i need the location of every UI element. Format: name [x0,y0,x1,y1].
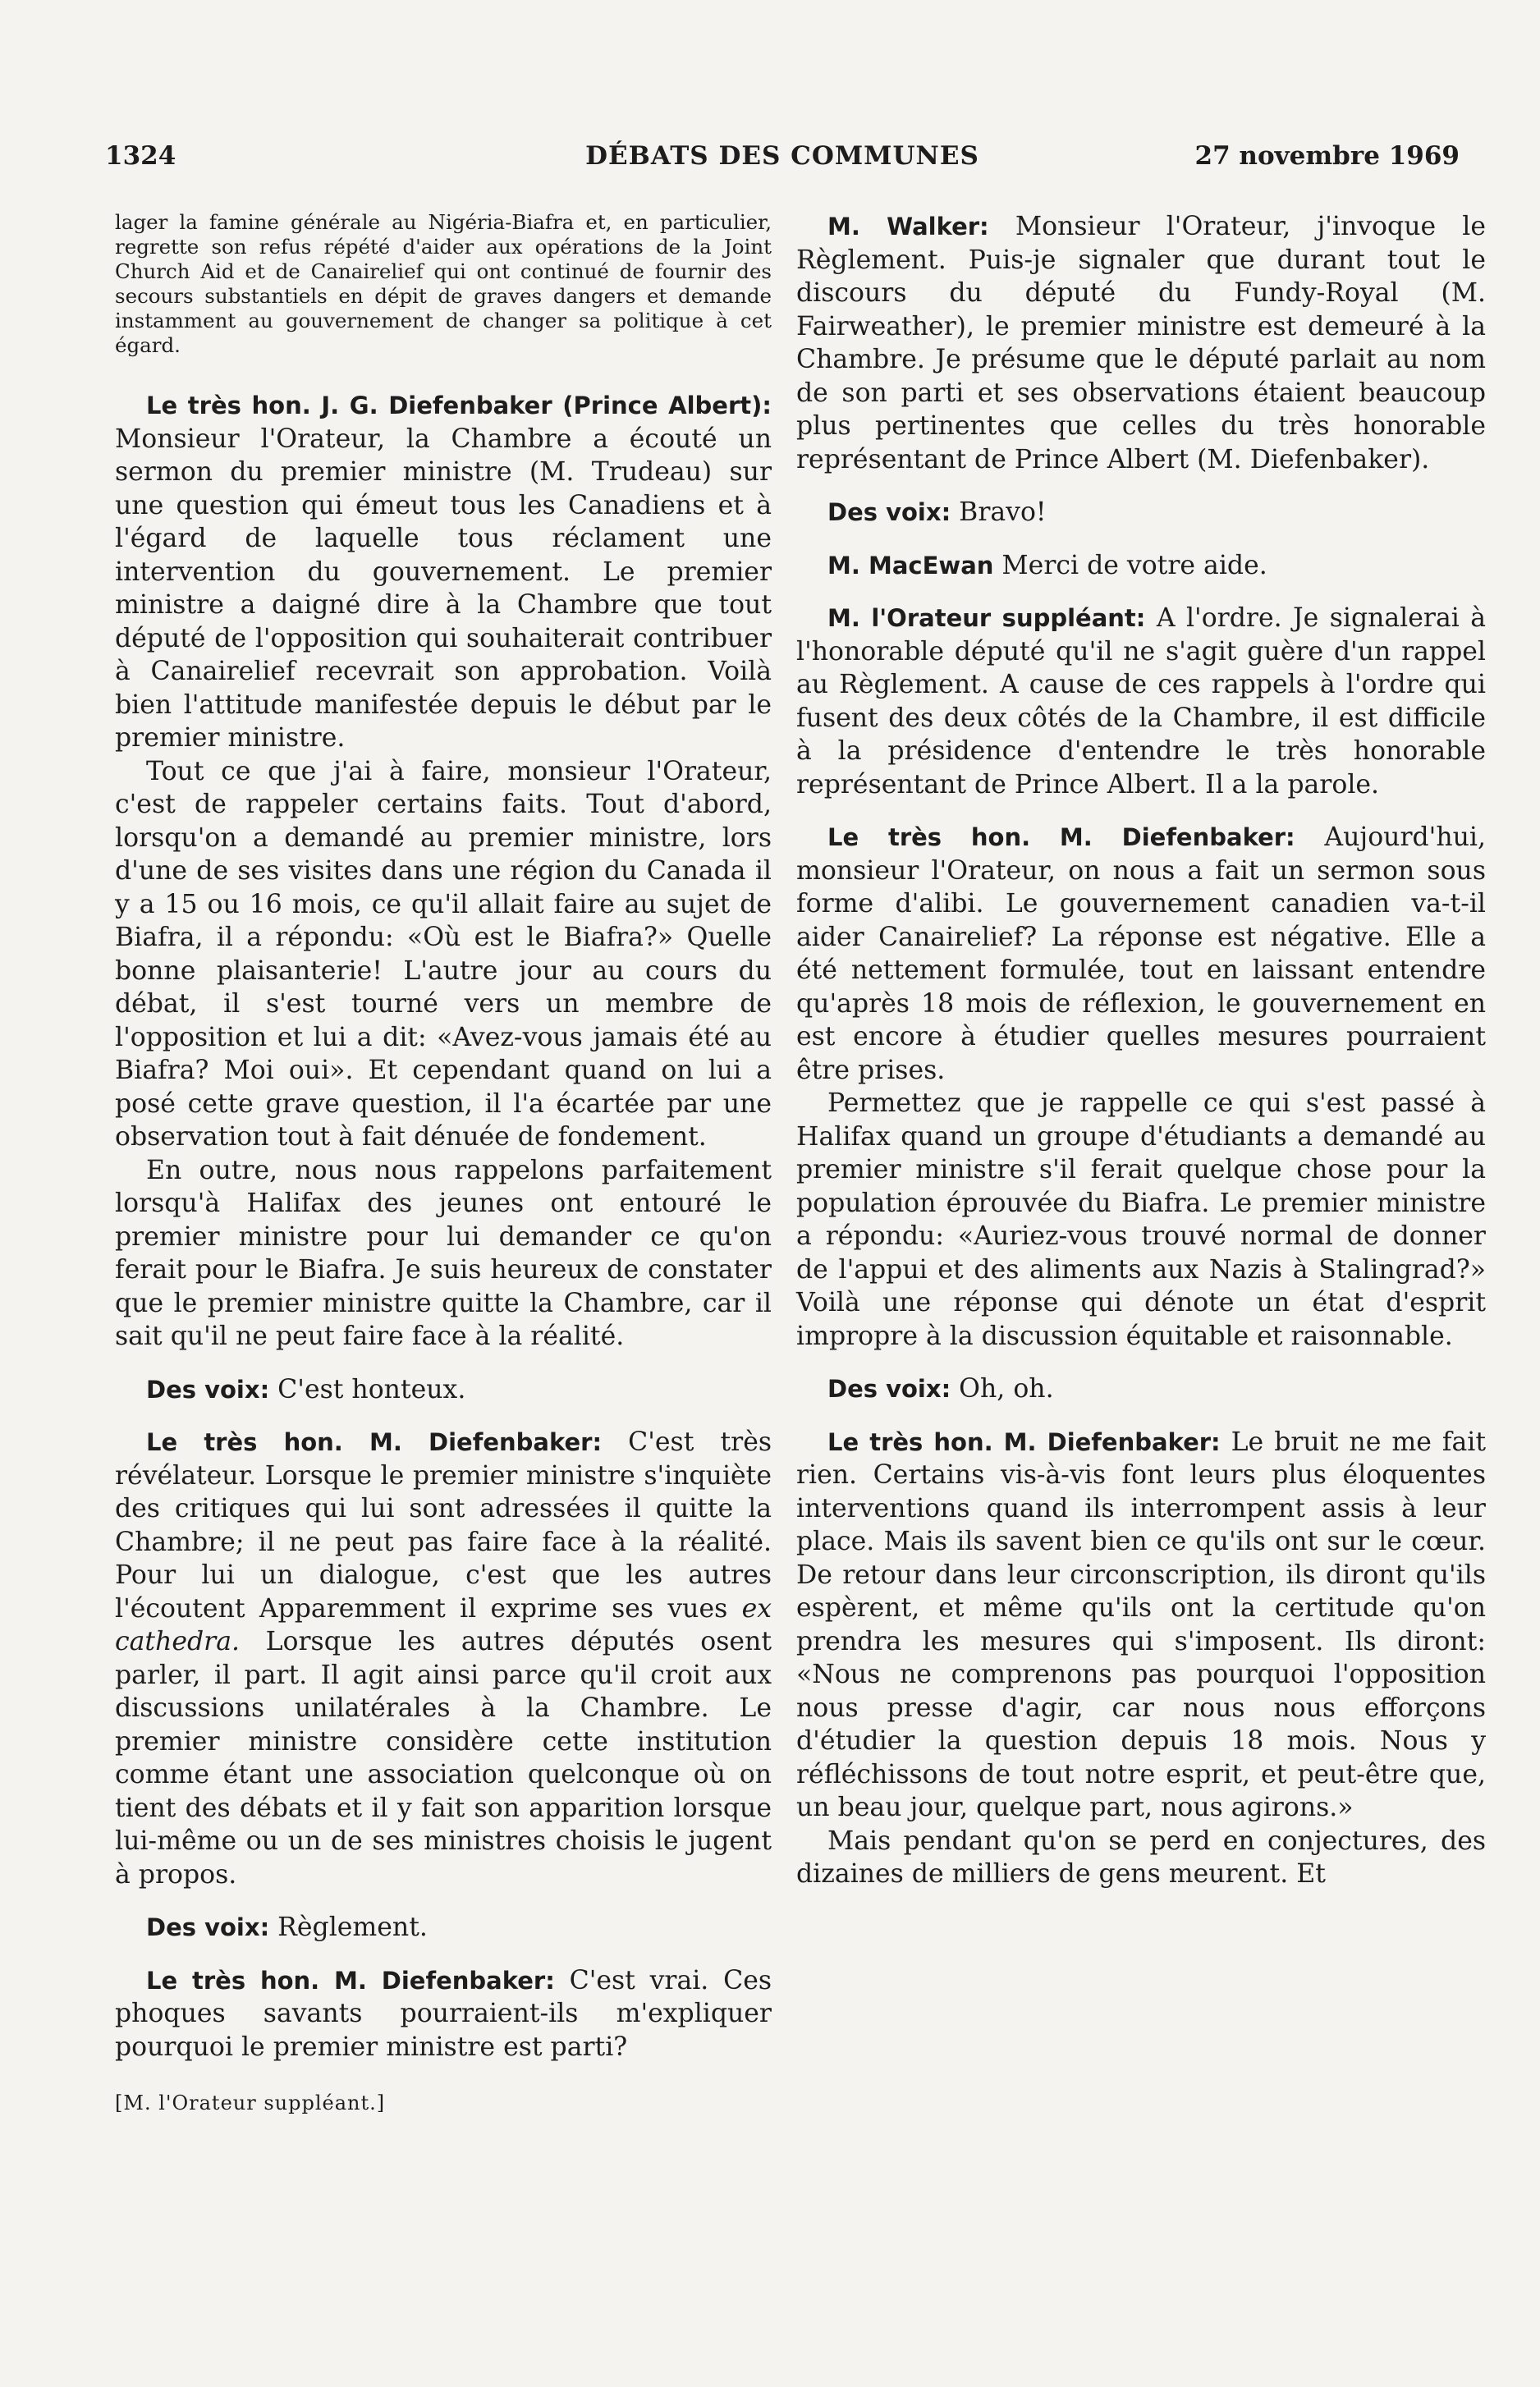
speaker-name: Des voix: [827,1375,951,1403]
speech-text: C'est très révélateur. Lorsque le premier ministre s'inquiète des critiques qui lui sont adressées il quitte la Chambre; il ne peut pas faire face à la réalité. Pour lui un dialogue, c'est que les autres l'écoutent Apparemment il exprime ses vues [115,1427,772,1624]
speaker-name: Le très hon. J. G. Diefenbaker (Prince Albert): [146,392,772,419]
speech-paragraph [796,496,1486,529]
speech-text: Monsieur l'Orateur, j'invoque le Règlement. Puis-je signaler que durant tout le discours du député du Fundy-Royal (M. Fairweather), le premier ministre est demeuré à la Chambre. Je présume que le député parlait au nom de son parti et ses observations étaient beaucoup plus pertinentes que celles du très honorable représentant de Prince Albert (M. Diefenbaker). [796,212,1486,474]
speech-paragraph: Mais pendant qu'on se perd en conjectures, des dizaines de milliers de gens meurent. Et [796,1826,1486,1889]
speaker-name: Le très hon. M. Diefenbaker: [146,1966,555,1995]
speech-text: A l'ordre. Je signalerai à l'honorable député qu'il ne s'agit guère d'un rappel au Règlement. A cause de ces rappels à l'ordre qui fusent des deux côtés de la Chambre, il est difficile à la présidence d'entendre le très honorable représentant de Prince Albert. Il a la parole. [796,603,1486,799]
speech-paragraph: Permettez que je rappelle ce qui s'est passé à Halifax quand un groupe d'étudiants a demandé au premier ministre s'il ferait quelque chose pour la population éprouvée du Biafra. Le premier ministre a répondu: «Auriez-vous trouvé normal de donner de l'appui et des aliments aux Nazis à Stalingrad?» Voilà une réponse qui dénote un état d'esprit impropre à la discussion équitable et raisonnable. [796,1088,1486,1351]
motion-text: lager la famine générale au Nigéria-Biafra et, en particulier, regrette son refus répété d'aider aux opérations de la Joint Church Aid et de Canairelief qui ont continué de fournir des secours substantiels en dépit de graves dangers et demande instamment au gouvernement de changer sa politique à cet égard. [115,210,772,357]
latin-phrase: ex cathedra. [115,1593,772,1656]
speaker-name: M. MacEwan [827,551,994,580]
speech-text: Monsieur l'Orateur, la Chambre a écouté un sermon du premier ministre (M. Trudeau) sur une question qui émeut tous les Canadiens et à l'égard de laquelle tous réclament une intervention du gouvernement. Le premier ministre a daigné dire à la Chambre que tout député de l'opposition qui souhaiterait contribuer à Canairelief recevrait son approbation. Voilà bien l'attitude manifestée depuis le début par le premier ministre. [115,424,772,753]
speech-paragraph [115,1964,772,2064]
speaker-name: Des voix: [146,1375,270,1404]
chair-note: [M. l'Orateur suppléant.] [115,2091,386,2114]
speech-text: Règlement. [269,1913,428,1942]
speaker-name: Des voix: [827,498,951,526]
speech-text: Bravo! [951,497,1047,527]
speech-paragraph [115,389,772,755]
speaker-name: M. Walker: [827,213,989,241]
speaker-name: Le très hon. M. Diefenbaker: [827,1427,1221,1456]
speaker-name: Le très hon. M. Diefenbaker: [827,823,1295,851]
speech-paragraph [796,549,1486,583]
page-header [105,141,1460,182]
speech-paragraph [796,821,1486,1087]
speech-text: Le bruit ne me fait rien. Certains vis-à-vis font leurs plus éloquentes interventions quand ils interrompent assis à leur place. Mais ils savent bien ce qu'ils ont sur le cœur. De retour dans leur circonscription, ils diront qu'ils espèrent, et même qu'ils ont la certitude qu'on prendra les mesures qui s'imposent. Ils diront: «Nous ne comprenons pas pourquoi l'opposition nous presse d'agir, car nous nous efforçons d'étudier la question depuis 18 mois. Nous y réfléchissons de tout notre esprit, et peut-être que, un beau jour, quelque part, nous agirons.» [796,1427,1487,1822]
speech-paragraph [115,1426,772,1891]
speech-paragraph: En outre, nous nous rappelons parfaitement lorsqu'à Halifax des jeunes ont entouré le premier ministre pour lui demander ce qu'on ferait pour le Biafra. Je suis heureux de constater que le premier ministre quitte la Chambre, car il sait qu'il ne peut faire face à la réalité. [115,1155,772,1351]
speaker-name: Le très hon. M. Diefenbaker: [146,1428,603,1456]
speech-paragraph [796,1426,1486,1825]
speech-paragraph [796,1372,1486,1406]
speech-text: Lorsque les autres députés osent parler, il part. Il agit ainsi parce qu'il croit aux discussions unilatérales à la Chambre. Le premier ministre considère cette institution comme étant une association quelconque où on tient des débats et il y fait son apparition lorsque lui-même ou un de ses ministres choisis le jugent à propos. [115,1627,772,1890]
speech-paragraph [796,602,1486,801]
speaker-name: M. l'Orateur suppléant: [827,604,1146,632]
speech-text: C'est vrai. Ces phoques savants pourraient-ils m'expliquer pourquoi le premier ministre est parti? [115,1965,772,2062]
speech-paragraph: Tout ce que j'ai à faire, monsieur l'Orateur, c'est de rappeler certains faits. Tout d'abord, lorsqu'on a demandé au premier ministre, lors d'une de ses visites dans une région du Canada il y a 15 ou 16 mois, ce qu'il allait faire au sujet de Biafra, il a répondu: «Où est le Biafra?» Quelle bonne plaisanterie! L'autre jour au cours du débat, il s'est tourné vers un membre de l'opposition et lui a dit: «Avez-vous jamais été au Biafra? Moi oui». Et cependant quand on lui a posé cette grave question, il l'a écartée par une observation tout à fait dénuée de fondement. [115,756,772,1152]
left-column [115,210,772,2120]
speech-paragraph [796,210,1486,476]
speech-paragraph [115,1911,772,1945]
speech-text: C'est honteux. [269,1374,466,1404]
page-date: 27 novembre 1969 [1194,141,1460,171]
page-title: DÉBATS DES COMMUNES [585,141,979,171]
right-column [796,210,1486,1891]
speech-paragraph [115,1373,772,1407]
speech-text: Oh, oh. [951,1374,1054,1404]
speech-text: Merci de votre aide. [993,550,1267,580]
speech-text: Aujourd'hui, monsieur l'Orateur, on nous a fait un sermon sous forme d'alibi. Le gouvernement canadien va-t-il aider Canairelief? La réponse est négative. Elle a été nettement formulée, tout en laissant entendre qu'après 18 mois de réflexion, le gouvernement en est encore à étudier quelles mesures pourraient être prises. [796,822,1486,1085]
page-number: 1324 [105,141,176,171]
speaker-name: Des voix: [146,1913,270,1941]
